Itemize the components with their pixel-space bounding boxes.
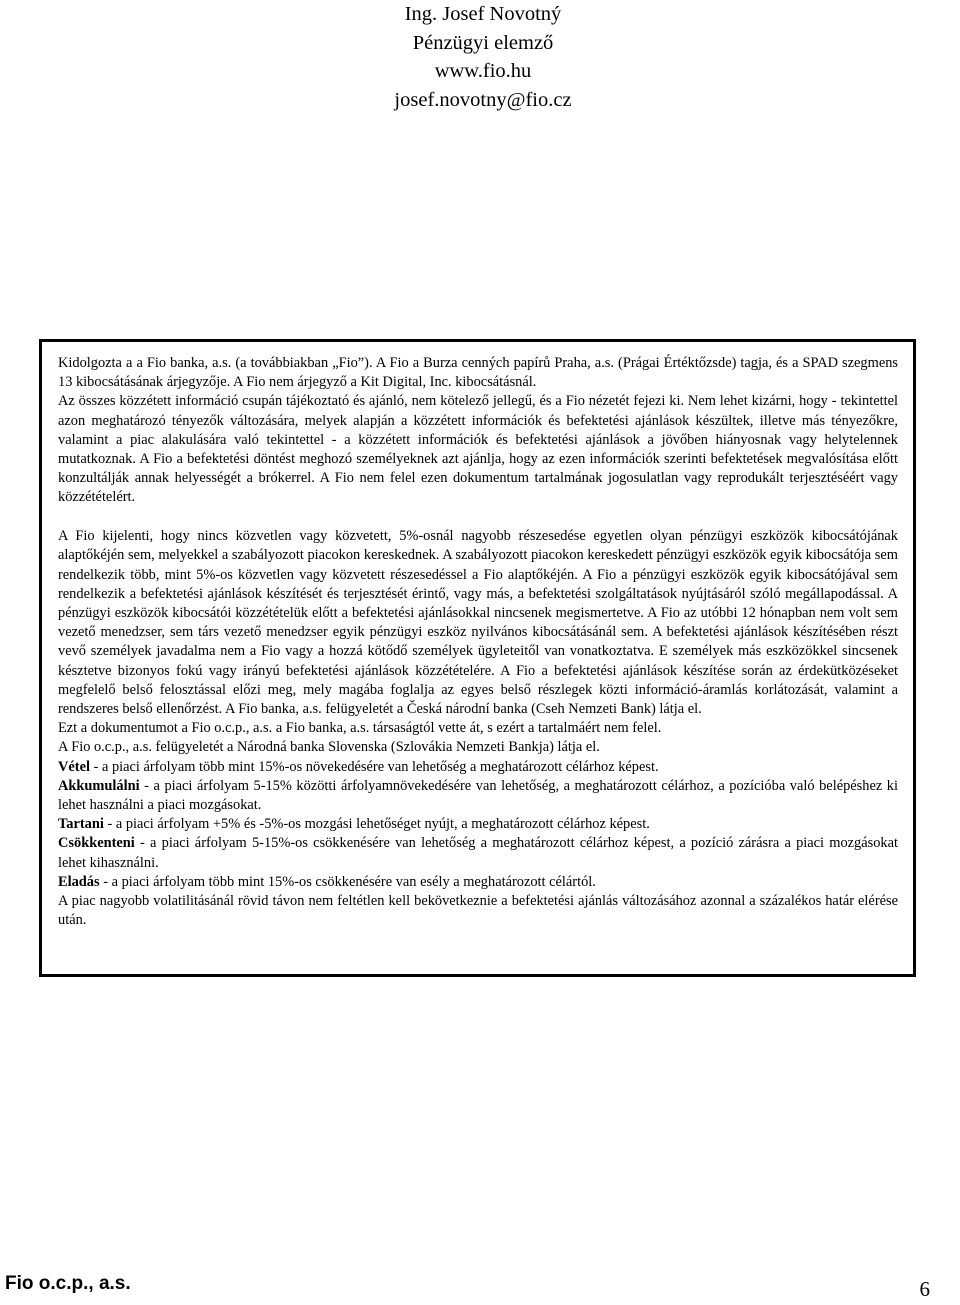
rating-term: Eladás [58,873,100,890]
page-number: 6 [919,1277,930,1301]
rating-desc: - a piaci árfolyam 5-15%-os csökkenésére van lehetőség a meghatározott célárhoz képest, a pozíció zárásra a piaci mozgásokat lehet kihasználni. [58,835,898,871]
rating-csokkenteni [58,834,898,872]
rating-vetel [58,758,898,777]
author-website: www.fio.hu [434,60,532,82]
rating-tartani [58,815,898,834]
rating-desc: - a piaci árfolyam több mint 15%-os csökkenésére van esély a meghatározott célártól. [99,873,596,890]
paragraph-gap [58,508,898,528]
rating-term: Tartani [58,816,104,833]
disclaimer-intro-1: Kidolgozta a a Fio banka, a.s. (a továbbiakban „Fio”). A Fio a Burza cenných papírů Praha, a.s. (Prágai Értéktőzsde) tagja, és a SPAD szegmens 13 kibocsátásának árjegyzője. A Fio nem árjegyző a Kit Digital, Inc. kibocsátásnál. [58,355,898,391]
rating-term: Csökkenteni [58,835,135,852]
author-name: Ing. Josef Novotný [404,3,562,25]
disclaimer-text [42,354,913,930]
rating-eladas [58,873,898,892]
disclaimer-box [39,339,916,977]
closing-note: A piac nagyobb volatilitásánál rövid távon nem feltétlen kell bekövetkeznie a befektetési ajánlás változásához azonnal a százalékos határ elérése után. [58,892,898,929]
author-header [0,0,960,114]
rating-term: Akkumulálni [58,777,140,794]
disclaimer-body: A Fio kijelenti, hogy nincs közvetlen vagy közvetett, 5%-osnál nagyobb részesedése egyetlen olyan pénzügyi eszközök kibocsátójának alaptőkéjén sem, melyekkel a szabályozott piacokon kereskednek. A szabályozott piacokon kereskedett pénzügyi eszközök egyik kibocsátója sem rendelkezik több, mint 5%-os közvetlen vagy közvetett részesedéssel a Fio alaptőkéjén. A Fio a pénzügyi eszközök egyik kibocsátójával sem rendelkezik a befektetési ajánlások készítését és terjesztését érintő, vagy más, a befektetési szolgáltatások nyújtásáról szóló megállapodással. A pénzügyi eszközök kibocsátói közzétételük előtt a befektetési ajánlásokkal nincsenek megismertetve. A Fio az utóbbi 12 hónapban nem volt sem vezető menedzser, sem társ vezető menedzser egyik pénzügyi eszköz nyilvános kibocsátásánál sem. A befektetési ajánlások készítésében részt vevő személyek javadalma nem a Fio vagy a hozzá kötődő személyek ügyleteitől van vonatkoztatva. E személyek más eszközökkel sincsenek késztetve bizonyos fokú vagy irányú befektetési ajánlások közzétételére. A Fio a befektetési ajánlások készítése során az érdekütközéseket megfelelő belső felosztással előzi meg, mely magába foglalja az egyes belső részlegek közti információ-áramlás korlátozását, valamint a rendszeres belső ellenőrzést. A Fio banka, a.s. felügyeletét a Česká národní banka (Cseh Nemzeti Bank) látja el. [58,528,898,717]
disclaimer-intro-2: Az összes közzétett információ csupán tájékoztató és ajánló, nem kötelező jellegű, és a Fio nézetét fejezi ki. Nem lehet kizárni, hogy - tekintettel azon meghatározó tényezők változására, melyek alapján a közzétett információk és befektetési ajánlások készültek, illetve más tényezőkre, valamint a piac alakulására való tekintettel - a közzétett információk és befektetési ajánlások a jövőben hiányosnak vagy helytelennek mutatkoznak. A Fio a befektetési döntést meghozó személyeknek azt ajánlja, hogy az ezen információk szerinti befektetések megvalósítása előtt konzultálják annak helyességét a brókerrel. A Fio nem felel ezen dokumentum tartalmának jogosulatlan vagy reprodukált terjesztéséért vagy közzétételért. [58,393,898,506]
author-role: Pénzügyi elemző [412,31,554,54]
rating-desc: - a piaci árfolyam +5% és -5%-os mozgási lehetőséget nyújt, a meghatározott célárhoz képest. [103,816,650,833]
publish-line: Ezt a dokumentumot a Fio o.c.p., a.s. a Fio banka, a.s. társaságtól vette át, s ezért a tartalmáért nem felel. [58,720,662,737]
rating-akkumulalni [58,777,898,815]
footer-company: Fio o.c.p., a.s. [5,1273,131,1294]
rating-desc: - a piaci árfolyam több mint 15%-os növekedésére van lehetőség a meghatározott célárhoz képest. [89,758,659,775]
author-email: josef.novotny@fio.cz [394,88,572,111]
rating-term: Vétel [58,758,90,775]
rating-desc: - a piaci árfolyam 5-15% közötti árfolyamnövekedésére van lehetőség, a meghatározott célárhoz, a pozícióba való belépéshez ki lehet használni a piaci mozgásokat. [58,777,898,813]
supervision-line: A Fio o.c.p., a.s. felügyeletét a Národná banka Slovenska (Szlovákia Nemzeti Bankja) látja el. [58,739,600,756]
